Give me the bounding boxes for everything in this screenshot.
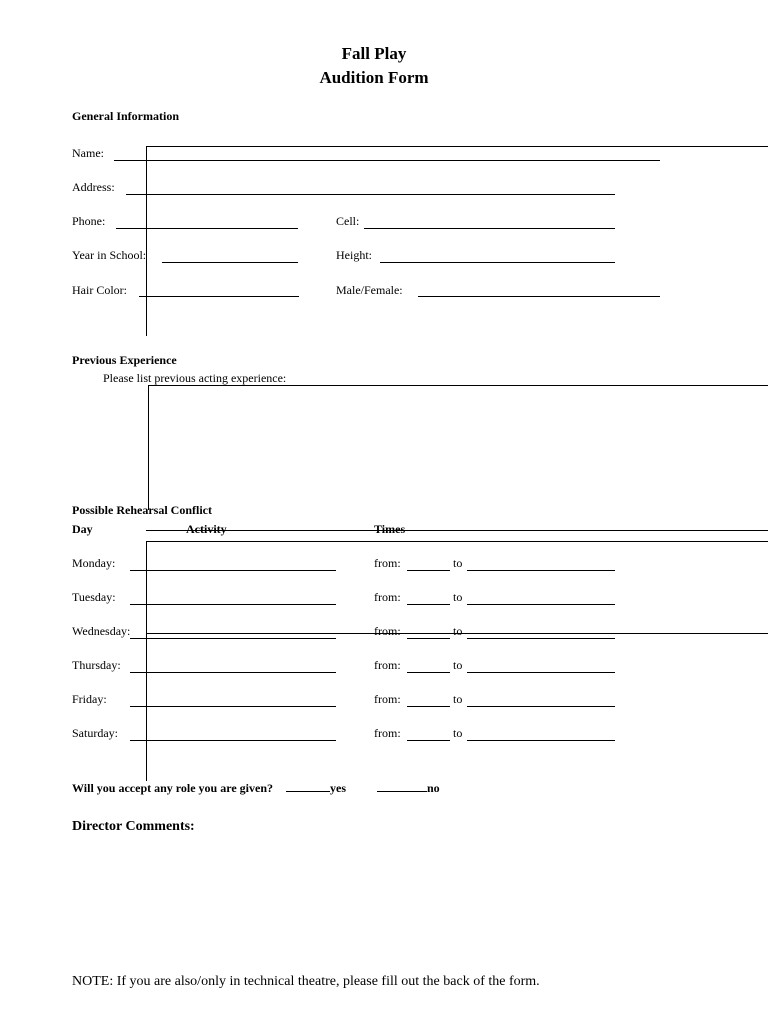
from-time-field[interactable] [407,604,450,605]
activity-field[interactable] [130,672,336,673]
conflict-table-line [146,530,768,531]
hair-label: Hair Color: [72,283,127,297]
form-border-line [146,146,147,336]
to-time-field[interactable] [467,604,615,605]
day-label: Tuesday: [72,590,116,604]
director-comments-label: Director Comments: [72,819,195,834]
name-field[interactable] [114,160,660,161]
yes-blank[interactable] [286,781,330,792]
activity-field[interactable] [130,706,336,707]
experience-prompt: Please list previous acting experience: [103,371,287,385]
from-label: from: [374,726,401,740]
col-times-header: Times [374,522,406,536]
from-time-field[interactable] [407,570,450,571]
from-label: from: [374,658,401,672]
accept-question [72,781,440,796]
conflict-table-line [146,541,147,781]
activity-field[interactable] [130,570,336,571]
no-blank[interactable] [377,781,427,792]
from-label: from: [374,590,401,604]
activity-field[interactable] [130,740,336,741]
to-label: to [453,726,463,740]
technical-theatre-note: NOTE: If you are also/only in technical theatre, please fill out the back of the form. [72,974,540,989]
no-label: no [427,781,440,795]
day-label: Saturday: [72,726,118,740]
experience-heading: Previous Experience [72,353,177,367]
to-label: to [453,556,463,570]
gender-label: Male/Female: [336,283,403,297]
from-label: from: [374,624,401,638]
general-info-heading: General Information [72,109,179,123]
height-field[interactable] [380,262,615,263]
form-border-line [146,146,768,147]
from-time-field[interactable] [407,706,450,707]
gender-field[interactable] [418,296,660,297]
to-time-field[interactable] [467,740,615,741]
col-activity-header: Activity [186,522,227,536]
from-label: from: [374,556,401,570]
from-time-field[interactable] [407,638,450,639]
from-label: from: [374,692,401,706]
accept-question-text: Will you accept any role you are given? [72,781,273,795]
cell-label: Cell: [336,214,360,228]
day-label: Thursday: [72,658,121,672]
day-label: Monday: [72,556,116,570]
to-time-field[interactable] [467,706,615,707]
phone-field[interactable] [116,228,298,229]
experience-box-left [148,385,149,510]
from-time-field[interactable] [407,672,450,673]
col-day-header: Day [72,522,93,536]
to-time-field[interactable] [467,672,615,673]
to-label: to [453,590,463,604]
form-title-line2: Audition Form [319,68,429,87]
from-time-field[interactable] [407,740,450,741]
conflict-heading: Possible Rehearsal Conflict [72,503,212,517]
address-label: Address: [72,180,115,194]
experience-box-top [148,385,768,386]
address-field[interactable] [126,194,615,195]
name-label: Name: [72,146,104,160]
year-label: Year in School: [72,248,147,262]
phone-label: Phone: [72,214,106,228]
cell-field[interactable] [364,228,615,229]
form-title-line1: Fall Play [341,44,407,63]
director-comments-area[interactable] [72,842,692,962]
hair-field[interactable] [139,296,299,297]
to-label: to [453,658,463,672]
to-label: to [453,692,463,706]
experience-input-area[interactable] [152,388,752,503]
to-label: to [453,624,463,638]
to-time-field[interactable] [467,570,615,571]
yes-label: yes [330,781,346,795]
activity-field[interactable] [130,604,336,605]
height-label: Height: [336,248,372,262]
day-label: Friday: [72,692,107,706]
activity-field[interactable] [130,638,336,639]
to-time-field[interactable] [467,638,615,639]
day-label: Wednesday: [72,624,131,638]
year-field[interactable] [162,262,298,263]
conflict-table-line [146,541,768,542]
